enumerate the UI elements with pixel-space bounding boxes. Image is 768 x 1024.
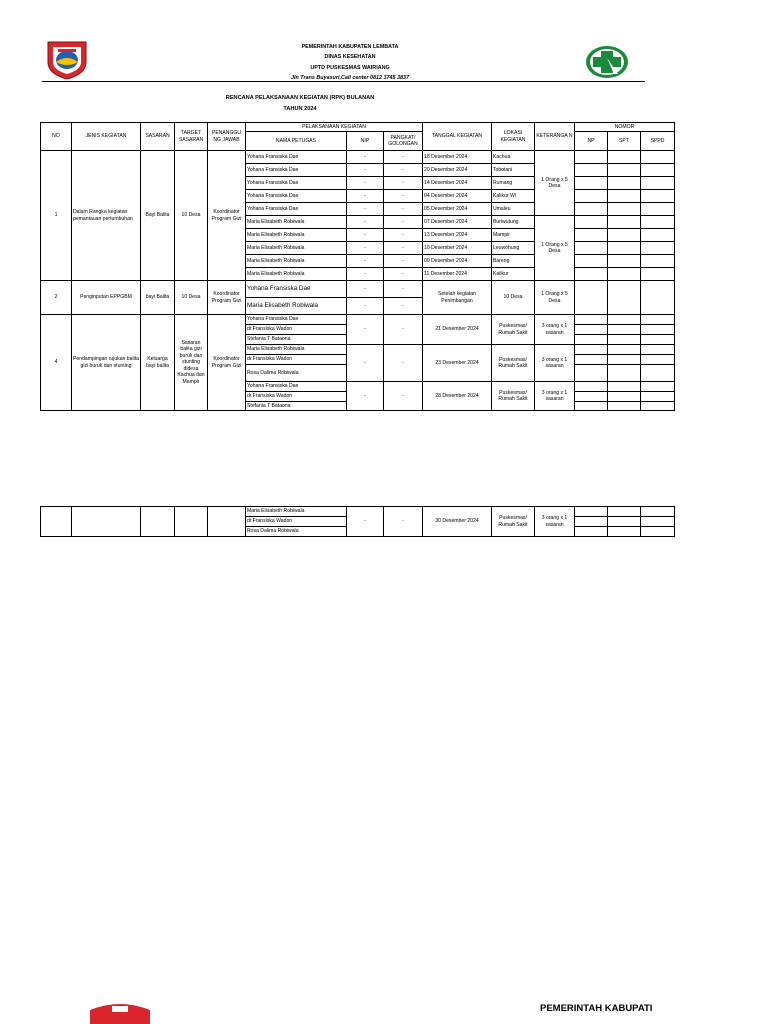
document-title-line-2: TAHUN 2024 xyxy=(283,105,317,112)
table-row xyxy=(41,281,675,298)
petugas-name: Yohana Fransiska Dae xyxy=(246,177,347,190)
spt-cell xyxy=(608,365,641,382)
col-pelaksanaan: PELAKSANAAN KEGIATAN xyxy=(246,123,423,132)
sppd-cell xyxy=(641,355,675,365)
petugas-name: Maria Elisabeth Robiwala xyxy=(246,216,347,229)
sppd-cell xyxy=(641,177,675,190)
sppd-cell xyxy=(641,203,675,216)
nip-cell: - xyxy=(347,298,384,315)
rpk-table xyxy=(40,122,675,411)
tanggal-cell: 11 Desember 2024 xyxy=(423,268,492,281)
g1-jenis: Dalam Rangka kegiatan pemantauan pertumbuhan xyxy=(72,151,141,281)
np-cell xyxy=(575,355,608,365)
letterhead-line-2: DINAS KESEHATAN xyxy=(324,54,376,61)
pangkat-cell: - xyxy=(384,382,423,411)
np-cell xyxy=(575,527,608,537)
cont-no xyxy=(41,507,72,537)
lokasi-cell: Tobotani xyxy=(492,164,535,177)
sppd-cell xyxy=(641,345,675,355)
tanggal-cell: 28 Desember 2024 xyxy=(423,382,492,411)
nip-cell: - xyxy=(347,281,384,298)
letterhead-divider xyxy=(42,81,645,82)
pangkat-cell: - xyxy=(384,216,423,229)
spt-cell xyxy=(608,203,641,216)
document-title-line-1: RENCANA PELAKSANAAN KEGIATAN (RPK) BULANAN xyxy=(225,95,375,101)
lokasi-cell: Puskesmas/ Rumah Sakit xyxy=(492,382,535,411)
pangkat-cell: - xyxy=(384,345,423,382)
cont-sasaran xyxy=(141,507,175,537)
col-nomor: NOMOR xyxy=(575,123,675,132)
letterhead-address: Jln Trans Buyasuri,Call center 0812 3745 3837 xyxy=(291,74,409,81)
cont-pj xyxy=(208,507,246,537)
np-cell xyxy=(575,229,608,242)
nip-cell: - xyxy=(347,268,384,281)
sppd-cell xyxy=(641,242,675,255)
petugas-name: Maria Elisabeth Robiwala xyxy=(246,298,347,315)
sppd-cell xyxy=(641,216,675,229)
spt-cell xyxy=(608,345,641,355)
tanggal-cell: 14 Desember 2024 xyxy=(423,177,492,190)
lembata-regency-logo-icon xyxy=(44,38,90,80)
g2-sasaran: bayi Balita xyxy=(141,281,175,315)
tanggal-cell: 23 Desember 2024 xyxy=(423,345,492,382)
tanggal-cell: 20 Desember 2024 xyxy=(423,164,492,177)
col-nama: NAMA PETUGAS xyxy=(246,132,347,151)
col-nip: NIP xyxy=(347,132,384,151)
table-row xyxy=(41,151,675,164)
pangkat-cell: - xyxy=(384,315,423,345)
nip-cell: - xyxy=(347,203,384,216)
petugas-name: Stefania T Bataona xyxy=(246,402,347,411)
pangkat-cell: - xyxy=(384,298,423,315)
nip-cell: - xyxy=(347,229,384,242)
sppd-cell xyxy=(641,402,675,411)
spt-cell xyxy=(608,382,641,392)
tanggal-cell: 09 Desember 2024 xyxy=(423,255,492,268)
pangkat-cell: - xyxy=(384,190,423,203)
nip-cell: - xyxy=(347,216,384,229)
spt-cell xyxy=(608,335,641,345)
tanggal-cell: 04 Desember 2024 xyxy=(423,190,492,203)
np-cell xyxy=(575,517,608,527)
sppd-cell xyxy=(641,281,675,315)
sppd-cell xyxy=(641,382,675,392)
petugas-name: Maria Elisabeth Robiwala xyxy=(246,507,347,517)
letterhead-text xyxy=(200,42,500,83)
g1-ket-a: 1 Orang x 5 Desa xyxy=(535,151,575,216)
petugas-name: Maria Elisabeth Robiwala xyxy=(246,242,347,255)
petugas-name: dr.Fransiska Wadon xyxy=(246,325,347,335)
np-cell xyxy=(575,164,608,177)
np-cell xyxy=(575,151,608,164)
table-row xyxy=(41,315,675,325)
lokasi-cell: Kalikur xyxy=(492,268,535,281)
pangkat-cell: - xyxy=(384,242,423,255)
col-jenis: JENIS KEGIATAN xyxy=(72,123,141,151)
pangkat-cell: - xyxy=(384,164,423,177)
sppd-cell xyxy=(641,335,675,345)
np-cell xyxy=(575,325,608,335)
petugas-name: Yohana Fransiska Dae xyxy=(246,151,347,164)
col-pangkat: PANGKAT/ GOLONGAN xyxy=(384,132,423,151)
spt-cell xyxy=(608,242,641,255)
g1-ket-b: 1 Orang x 5 Desa xyxy=(535,216,575,281)
tanggal-cell: 18 Desember 2024 xyxy=(423,151,492,164)
lokasi-cell: Kachua xyxy=(492,151,535,164)
petugas-name: Maria Elisabeth Robiwala xyxy=(246,229,347,242)
spt-cell xyxy=(608,255,641,268)
rpk-table-continuation xyxy=(40,506,675,537)
lokasi-cell: Buriwutung xyxy=(492,216,535,229)
np-cell xyxy=(575,255,608,268)
g2-ket: 1 Orang x 5 Desa xyxy=(535,281,575,315)
ket-cell: 3 orang x 1 sasaran xyxy=(535,315,575,345)
petugas-name: dr.Fransiska Wadon xyxy=(246,517,347,527)
np-cell xyxy=(575,203,608,216)
spt-cell xyxy=(608,164,641,177)
cont-jenis xyxy=(72,507,141,537)
sppd-cell xyxy=(641,255,675,268)
nip-cell: - xyxy=(347,151,384,164)
petugas-name: Yohana Fransiska Dae xyxy=(246,190,347,203)
np-cell xyxy=(575,268,608,281)
g4-jenis: Pendampingan rujukan balita gizi buruk dan stunting xyxy=(72,315,141,411)
pangkat-cell: - xyxy=(384,507,423,537)
lokasi-cell: Puskesmas/ Rumah Sakit xyxy=(492,507,535,537)
np-cell xyxy=(575,402,608,411)
sppd-cell xyxy=(641,164,675,177)
petugas-name: Yohana Fransiska Dae xyxy=(246,382,347,392)
nip-cell: - xyxy=(347,242,384,255)
letterhead-line-3: UPTD PUSKESMAS WAIRIANG xyxy=(310,64,390,71)
g2-pj: Koordinator Program Gizi xyxy=(208,281,246,315)
pangkat-cell: - xyxy=(384,281,423,298)
col-ket: KETERANGA N xyxy=(535,123,575,151)
g4-target: Sasaran balita gizi buruk dan stunting didesa Kachua dan Mampir xyxy=(175,315,208,411)
pangkat-cell: - xyxy=(384,268,423,281)
nip-cell: - xyxy=(347,255,384,268)
col-spt: SPT xyxy=(608,132,641,151)
petugas-name: Maria Elisabeth Robiwala xyxy=(246,268,347,281)
g4-sasaran: Keluarga bayi balita xyxy=(141,315,175,411)
nip-cell: - xyxy=(347,507,384,537)
nip-cell: - xyxy=(347,164,384,177)
col-tanggal: TANGGAL KEGIATAN xyxy=(423,123,492,151)
petugas-name: Rosa Dalima Robiwala xyxy=(246,365,347,382)
sppd-cell xyxy=(641,325,675,335)
g1-no: 1 xyxy=(41,151,72,281)
spt-cell xyxy=(608,281,641,315)
petugas-name: Stefania T Bataona xyxy=(246,335,347,345)
g2-tanggal: Setelah kegiatan Penimbangan xyxy=(423,281,492,315)
nip-cell: - xyxy=(347,315,384,345)
sppd-cell xyxy=(641,268,675,281)
lokasi-cell: Leuwohung xyxy=(492,242,535,255)
tanggal-cell: 21 Desember 2024 xyxy=(423,315,492,345)
g2-jenis: Penginputan EPPGBM xyxy=(72,281,141,315)
np-cell xyxy=(575,315,608,325)
petugas-name: Yohana Fransiska Dae xyxy=(246,203,347,216)
sppd-cell xyxy=(641,507,675,517)
sppd-cell xyxy=(641,190,675,203)
g2-target: 10 Desa xyxy=(175,281,208,315)
sppd-cell xyxy=(641,365,675,382)
cont-target xyxy=(175,507,208,537)
lokasi-cell: Bareng xyxy=(492,255,535,268)
tanggal-cell: 13 Desember 2024 xyxy=(423,229,492,242)
g1-pj: Koordinator Program Gizi xyxy=(208,151,246,281)
spt-cell xyxy=(608,177,641,190)
sppd-cell xyxy=(641,392,675,402)
spt-cell xyxy=(608,392,641,402)
col-sasaran: SASARAN xyxy=(141,123,175,151)
lokasi-cell: Kalikur WI xyxy=(492,190,535,203)
spt-cell xyxy=(608,315,641,325)
col-np: NP xyxy=(575,132,608,151)
puskesmas-logo-icon xyxy=(584,44,630,80)
ket-cell: 3 orang x 1 sasaran xyxy=(535,382,575,411)
g1-target: 10 Desa xyxy=(175,151,208,281)
ket-cell: 3 orang x 1 sasaran xyxy=(535,345,575,382)
lokasi-cell: Mampir xyxy=(492,229,535,242)
col-lokasi: LOKASI KEGIATAN xyxy=(492,123,535,151)
petugas-name: Maria Elisabeth Robiwala xyxy=(246,345,347,355)
petugas-name: Maria Elisabeth Robiwala xyxy=(246,255,347,268)
col-pj: PENANGGU NG JAWAB xyxy=(208,123,246,151)
sppd-cell xyxy=(641,517,675,527)
next-page-logo-icon xyxy=(88,1002,152,1024)
g4-no: 4 xyxy=(41,315,72,411)
np-cell xyxy=(575,392,608,402)
spt-cell xyxy=(608,268,641,281)
letterhead-line-1: PEMERINTAH KABUPATEN LEMBATA xyxy=(301,44,399,50)
lokasi-cell: Puskesmas/ Rumah Sakit xyxy=(492,315,535,345)
spt-cell xyxy=(608,325,641,335)
spt-cell xyxy=(608,151,641,164)
col-no: NO xyxy=(41,123,72,151)
np-cell xyxy=(575,242,608,255)
pangkat-cell: - xyxy=(384,203,423,216)
petugas-name: dr.Fransiska Wadon xyxy=(246,392,347,402)
np-cell xyxy=(575,190,608,203)
spt-cell xyxy=(608,355,641,365)
petugas-name: Yohana Fransiska Dae xyxy=(246,164,347,177)
sppd-cell xyxy=(641,315,675,325)
lokasi-cell: Umaleu xyxy=(492,203,535,216)
tanggal-cell: 07 Desember 2024 xyxy=(423,216,492,229)
pangkat-cell: - xyxy=(384,151,423,164)
g2-lokasi: 10 Desa xyxy=(492,281,535,315)
table-row xyxy=(41,507,675,517)
tanggal-cell: 30 Desember 2024 xyxy=(423,507,492,537)
g4-pj: Koordinator Program Gizi xyxy=(208,315,246,411)
col-target: TARGET SASARAN xyxy=(175,123,208,151)
petugas-name: Yohana Fransiska Dae xyxy=(246,281,347,298)
spt-cell xyxy=(608,229,641,242)
document-title xyxy=(150,93,450,114)
petugas-name: dr.Fransiska Wadon xyxy=(246,355,347,365)
tanggal-cell: 10 Desember 2024 xyxy=(423,242,492,255)
tanggal-cell: 05 Desember 2024 xyxy=(423,203,492,216)
np-cell xyxy=(575,345,608,355)
pangkat-cell: - xyxy=(384,177,423,190)
nip-cell: - xyxy=(347,177,384,190)
petugas-name: Yohana Fransiska Dae xyxy=(246,315,347,325)
next-page-header-text: PEMERINTAH KABUPATI xyxy=(540,1003,653,1014)
np-cell xyxy=(575,281,608,315)
pangkat-cell: - xyxy=(384,255,423,268)
col-sppd: SPPD xyxy=(641,132,675,151)
nip-cell: - xyxy=(347,382,384,411)
lokasi-cell: Rumang xyxy=(492,177,535,190)
np-cell xyxy=(575,335,608,345)
np-cell xyxy=(575,365,608,382)
np-cell xyxy=(575,177,608,190)
sppd-cell xyxy=(641,229,675,242)
spt-cell xyxy=(608,402,641,411)
ket-cell: 3 orang x 1 sasaran xyxy=(535,507,575,537)
nip-cell: - xyxy=(347,190,384,203)
spt-cell xyxy=(608,190,641,203)
spt-cell xyxy=(608,507,641,517)
spt-cell xyxy=(608,216,641,229)
np-cell xyxy=(575,382,608,392)
spt-cell xyxy=(608,517,641,527)
pangkat-cell: - xyxy=(384,229,423,242)
np-cell xyxy=(575,507,608,517)
spt-cell xyxy=(608,527,641,537)
np-cell xyxy=(575,216,608,229)
petugas-name: Rosa Dalima Robiwala xyxy=(246,527,347,537)
header-row-1 xyxy=(41,123,675,132)
sppd-cell xyxy=(641,527,675,537)
sppd-cell xyxy=(641,151,675,164)
g2-no: 2 xyxy=(41,281,72,315)
lokasi-cell: Puskesmas/ Rumah Sakit xyxy=(492,345,535,382)
g1-sasaran: Bayi Balita xyxy=(141,151,175,281)
nip-cell: - xyxy=(347,345,384,382)
